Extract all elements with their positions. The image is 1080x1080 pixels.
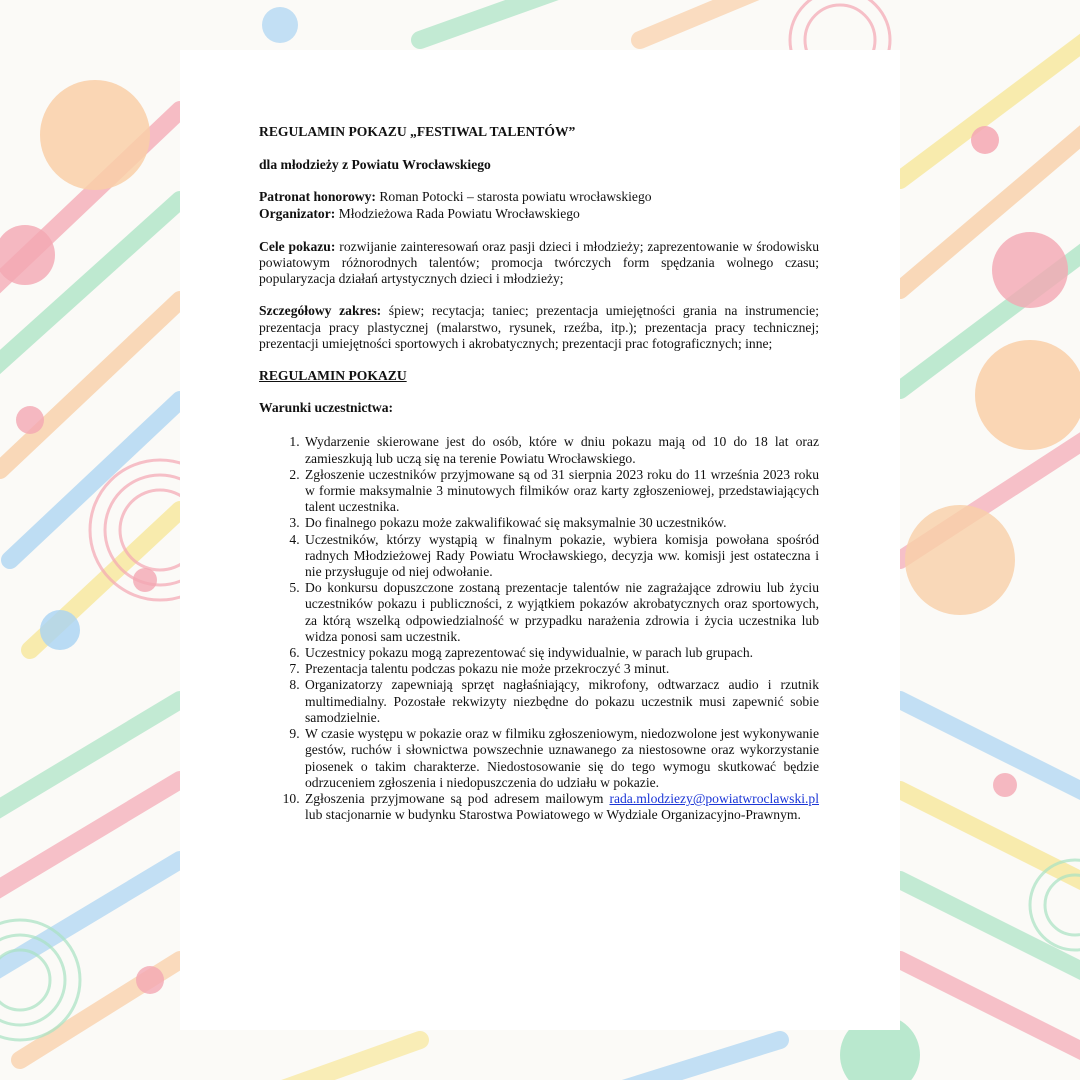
goals-text: rozwijanie zainteresowań oraz pasji dzieci i młodzieży; zaprezentowanie w środowisku powiatowym różnorodnych talentów; promocja twórczych form spędzania wolnego czasu; popularyzacja działań artystycznych dzieci i młodzieży; (259, 238, 820, 287)
patronage-label: Patronat honorowy: (259, 189, 376, 205)
rule-item: 5. Do konkursu dopuszczone zostaną prezentacje talentów nie zagrażające zdrowiu lub życiu uczestników pokazu i publiczności, z wyjątkiem pokazów akrobatycznych oraz sportowych, za którą wszelką odpowiedzialność w przypadku narażenia zdrowia i życia uczestnika lub widza ponosi sam uczestnik. (303, 580, 819, 645)
goals-paragraph (259, 239, 819, 288)
organizer-line (259, 206, 819, 222)
document-title: REGULAMIN POKAZU „FESTIWAL TALENTÓW” (259, 124, 576, 139)
conditions-heading: Warunki uczestnictwa: (259, 400, 394, 416)
rule-item: 7. Prezentacja talentu podczas pokazu nie może przekroczyć 3 minut. (303, 661, 819, 677)
rule10-suffix: lub stacjonarnie w budynku Starostwa Powiatowego w Wydziale Organizacyjno-Prawnym. (305, 807, 801, 823)
patronage-organizer-block (259, 189, 819, 221)
rule-item: 3. Do finalnego pokazu może zakwalifikować się maksymalnie 30 uczestników. (303, 515, 819, 531)
document-body (259, 124, 819, 823)
scope-label: Szczegółowy zakres: (259, 303, 382, 319)
rule-item-contact (303, 791, 819, 823)
rule-item: 8. Organizatorzy zapewniają sprzęt nagłaśniający, mikrofony, odtwarzacz audio i rzutnik multimedialny. Pozostałe rekwizyty niezbędne do pokazu uczestnik musi zapewnić sobie samodzielnie. (303, 677, 819, 726)
document-subtitle: dla młodzieży z Powiatu Wrocławskiego (259, 157, 491, 173)
patronage-line (259, 189, 819, 205)
patronage-value: Roman Potocki – starosta powiatu wrocławskiego (375, 189, 652, 205)
scope-paragraph (259, 303, 819, 352)
organizer-label: Organizator: (259, 205, 336, 221)
rule-item: 4. Uczestników, którzy wystąpią w finalnym pokazie, wybiera komisja powołana spośród radnych Młodzieżowej Rady Powiatu Wrocławskiego, decyzja ww. komisji jest ostateczna i nie przysługuje od niej odwołanie. (303, 532, 819, 581)
rule-item: 2. Zgłoszenie uczestników przyjmowane są od 31 sierpnia 2023 roku do 11 września 2023 roku w formie maksymalnie 3 minutowych filmików oraz karty zgłoszeniowej, przedstawiających talent uczestnika. (303, 467, 819, 516)
scope-text: śpiew; recytacja; taniec; prezentacja umiejętności grania na instrumencie; prezentacja pracy plastycznej (malarstwo, rysunek, rzeźba, itp.); prezentacja pracy technicznej; prezentacji umiejętności sportowych i akrobatycznych; prezentacji prac fotograficznych; inne; (259, 303, 819, 351)
goals-label: Cele pokazu: (259, 238, 336, 254)
section-heading: REGULAMIN POKAZU (259, 368, 407, 384)
rule-item: 6. Uczestnicy pokazu mogą zaprezentować się indywidualnie, w parach lub grupach. (303, 645, 819, 661)
organizer-value: Młodzieżowa Rada Powiatu Wrocławskiego (335, 205, 580, 221)
rule10-prefix: Zgłoszenia przyjmowane są pod adresem mailowym (305, 790, 610, 806)
rule-item: 9. W czasie występu w pokazie oraz w filmiku zgłoszeniowym, niedozwolone jest wykonywanie gestów, ruchów i słownictwa powszechnie uznawanego za niestosowne oraz wykorzystanie piosenek o takim charakterze. Niedostosowanie się do tego wymogu skutkować będzie odrzuceniem zgłoszenia i niedopuszczenia do udziału w pokazie. (303, 726, 819, 791)
rule-item: 1. Wydarzenie skierowane jest do osób, które w dniu pokazu mają od 10 do 18 lat oraz zamieszkują lub uczą się na terenie Powiatu Wrocławskiego. (303, 434, 819, 466)
rules-list (259, 434, 819, 823)
email-link[interactable]: rada.mlodziezy@powiatwroclawski.pl (609, 790, 819, 806)
document-page (180, 50, 900, 1030)
